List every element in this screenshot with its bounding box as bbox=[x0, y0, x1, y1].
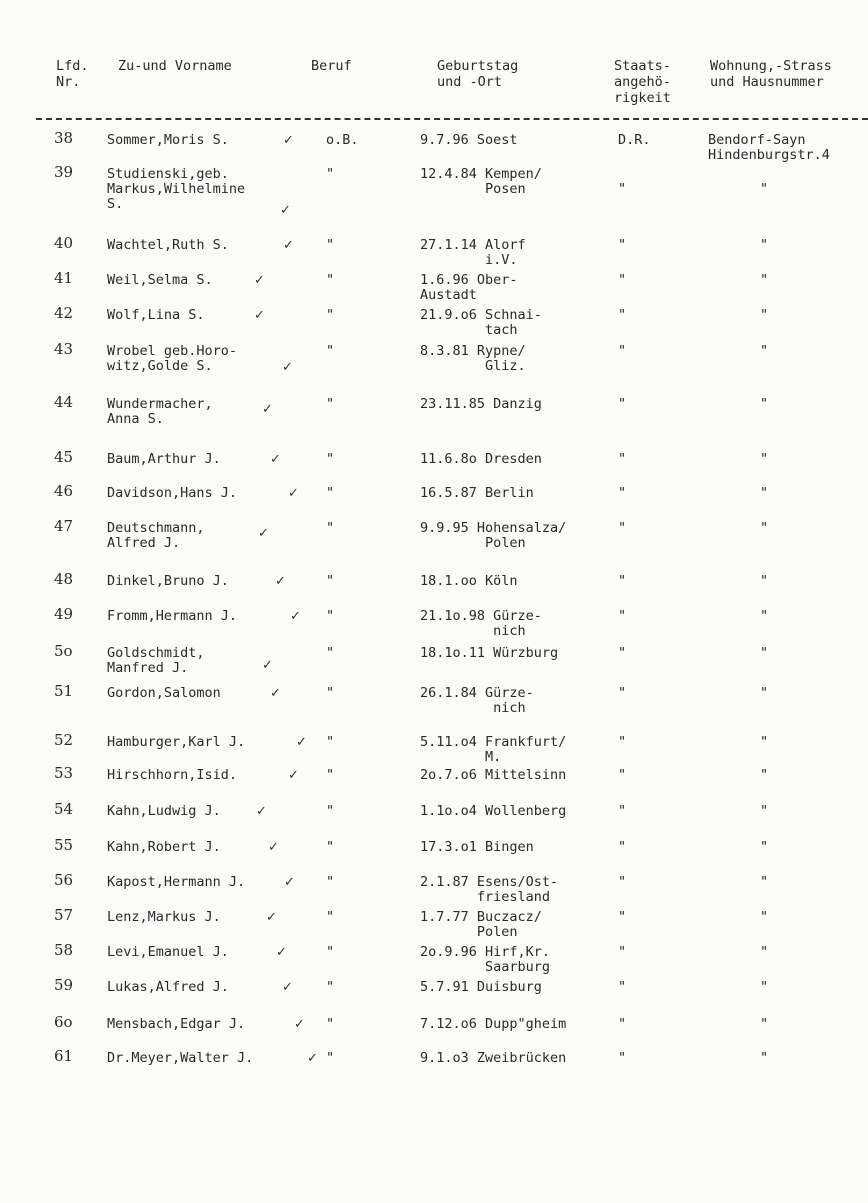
checkmark-icon: ✓ bbox=[258, 526, 269, 541]
nationality: " bbox=[618, 803, 627, 819]
row-number: 39 bbox=[54, 163, 74, 181]
occupation: " bbox=[326, 909, 335, 925]
occupation: " bbox=[326, 237, 335, 253]
nationality: " bbox=[618, 237, 627, 253]
row-number: 43 bbox=[54, 340, 74, 358]
address: " bbox=[760, 1016, 769, 1032]
row-number: 48 bbox=[54, 570, 74, 588]
person-name: Goldschmidt, Manfred J. bbox=[107, 645, 205, 676]
occupation: " bbox=[326, 608, 335, 624]
address: " bbox=[760, 307, 769, 323]
nationality: " bbox=[618, 307, 627, 323]
address: " bbox=[760, 608, 769, 624]
row-number: 5o bbox=[54, 642, 73, 660]
address: " bbox=[760, 645, 769, 661]
birth-date-place: 7.12.o6 Dupp"gheim bbox=[420, 1016, 567, 1032]
birth-date-place: 21.9.o6 Schnai- tach bbox=[420, 307, 542, 338]
nationality: " bbox=[618, 839, 627, 855]
birth-date-place: 1.6.96 Ober- Austadt bbox=[420, 272, 518, 303]
address: " bbox=[760, 573, 769, 589]
person-name: Gordon,Salomon bbox=[107, 685, 221, 701]
person-name: Fromm,Hermann J. bbox=[107, 608, 238, 624]
occupation: " bbox=[326, 767, 335, 783]
address: " bbox=[760, 181, 769, 197]
birth-date-place: 16.5.87 Berlin bbox=[420, 485, 534, 501]
birth-date-place: 9.1.o3 Zweibrücken bbox=[420, 1050, 567, 1066]
row-number: 61 bbox=[54, 1047, 74, 1065]
nationality: " bbox=[618, 685, 627, 701]
row-number: 6o bbox=[54, 1013, 73, 1031]
nationality: " bbox=[618, 451, 627, 467]
occupation: " bbox=[326, 839, 335, 855]
person-name: Wrobel geb.Horo- witz,Golde S. bbox=[107, 343, 238, 374]
nationality: " bbox=[618, 343, 627, 359]
row-number: 41 bbox=[54, 269, 74, 287]
row-number: 55 bbox=[54, 836, 74, 854]
header-name: Zu-und Vorname bbox=[118, 58, 232, 74]
occupation: o.B. bbox=[326, 132, 359, 148]
occupation: " bbox=[326, 645, 335, 661]
nationality: " bbox=[618, 520, 627, 536]
address: " bbox=[760, 237, 769, 253]
occupation: " bbox=[326, 1050, 335, 1066]
address: Bendorf-Sayn Hindenburgstr.4 bbox=[708, 132, 830, 163]
nationality: " bbox=[618, 1050, 627, 1066]
row-number: 44 bbox=[54, 393, 74, 411]
row-number: 49 bbox=[54, 605, 74, 623]
row-number: 51 bbox=[54, 682, 74, 700]
checkmark-icon: ✓ bbox=[280, 203, 291, 218]
checkmark-icon: ✓ bbox=[275, 574, 286, 589]
nationality: " bbox=[618, 734, 627, 750]
nationality: " bbox=[618, 1016, 627, 1032]
occupation: " bbox=[326, 979, 335, 995]
person-name: Wachtel,Ruth S. bbox=[107, 237, 229, 253]
birth-date-place: 2o.7.o6 Mittelsinn bbox=[420, 767, 567, 783]
checkmark-icon: ✓ bbox=[288, 768, 299, 783]
checkmark-icon: ✓ bbox=[276, 945, 287, 960]
occupation: " bbox=[326, 451, 335, 467]
checkmark-icon: ✓ bbox=[262, 402, 273, 417]
checkmark-icon: ✓ bbox=[268, 840, 279, 855]
birth-date-place: 8.3.81 Rypne/ Gliz. bbox=[420, 343, 526, 374]
address: " bbox=[760, 767, 769, 783]
birth-date-place: 9.9.95 Hohensalza/ Polen bbox=[420, 520, 567, 551]
nationality: " bbox=[618, 181, 627, 197]
row-number: 45 bbox=[54, 448, 74, 466]
checkmark-icon: ✓ bbox=[270, 452, 281, 467]
nationality: " bbox=[618, 396, 627, 412]
person-name: Hirschhorn,Isid. bbox=[107, 767, 238, 783]
header-separator bbox=[36, 118, 868, 120]
checkmark-icon: ✓ bbox=[290, 609, 301, 624]
header-lfd-nr: Lfd. Nr. bbox=[56, 58, 89, 90]
checkmark-icon: ✓ bbox=[288, 486, 299, 501]
nationality: " bbox=[618, 272, 627, 288]
checkmark-icon: ✓ bbox=[283, 133, 294, 148]
person-name: Levi,Emanuel J. bbox=[107, 944, 229, 960]
birth-date-place: 2.1.87 Esens/Ost- friesland bbox=[420, 874, 559, 905]
occupation: " bbox=[326, 734, 335, 750]
person-name: Kahn,Ludwig J. bbox=[107, 803, 221, 819]
occupation: " bbox=[326, 396, 335, 412]
row-number: 42 bbox=[54, 304, 74, 322]
birth-date-place: 5.7.91 Duisburg bbox=[420, 979, 542, 995]
person-name: Wolf,Lina S. bbox=[107, 307, 205, 323]
nationality: " bbox=[618, 909, 627, 925]
checkmark-icon: ✓ bbox=[256, 804, 267, 819]
checkmark-icon: ✓ bbox=[284, 875, 295, 890]
birth-date-place: 12.4.84 Kempen/ Posen bbox=[420, 166, 542, 197]
birth-date-place: 23.11.85 Danzig bbox=[420, 396, 542, 412]
occupation: " bbox=[326, 1016, 335, 1032]
address: " bbox=[760, 272, 769, 288]
row-number: 58 bbox=[54, 941, 74, 959]
row-number: 40 bbox=[54, 234, 74, 252]
occupation: " bbox=[326, 685, 335, 701]
person-name: Dr.Meyer,Walter J. bbox=[107, 1050, 254, 1066]
occupation: " bbox=[326, 520, 335, 536]
checkmark-icon: ✓ bbox=[254, 273, 265, 288]
checkmark-icon: ✓ bbox=[282, 980, 293, 995]
checkmark-icon: ✓ bbox=[270, 686, 281, 701]
checkmark-icon: ✓ bbox=[294, 1017, 305, 1032]
address: " bbox=[760, 944, 769, 960]
address: " bbox=[760, 874, 769, 890]
nationality: " bbox=[618, 979, 627, 995]
checkmark-icon: ✓ bbox=[266, 910, 277, 925]
birth-date-place: 27.1.14 Alorf i.V. bbox=[420, 237, 526, 268]
occupation: " bbox=[326, 944, 335, 960]
address: " bbox=[760, 485, 769, 501]
birth-date-place: 17.3.o1 Bingen bbox=[420, 839, 534, 855]
nationality: " bbox=[618, 767, 627, 783]
occupation: " bbox=[326, 573, 335, 589]
person-name: Lukas,Alfred J. bbox=[107, 979, 229, 995]
person-name: Weil,Selma S. bbox=[107, 272, 213, 288]
person-name: Kapost,Hermann J. bbox=[107, 874, 246, 890]
row-number: 46 bbox=[54, 482, 74, 500]
nationality: " bbox=[618, 645, 627, 661]
checkmark-icon: ✓ bbox=[307, 1051, 318, 1066]
person-name: Mensbach,Edgar J. bbox=[107, 1016, 246, 1032]
person-name: Studienski,geb. Markus,Wilhelmine S. bbox=[107, 166, 246, 212]
person-name: Dinkel,Bruno J. bbox=[107, 573, 229, 589]
address: " bbox=[760, 839, 769, 855]
birth-date-place: 18.1.oo Köln bbox=[420, 573, 518, 589]
address: " bbox=[760, 520, 769, 536]
person-name: Sommer,Moris S. bbox=[107, 132, 229, 148]
nationality: " bbox=[618, 874, 627, 890]
nationality: " bbox=[618, 944, 627, 960]
row-number: 52 bbox=[54, 731, 74, 749]
checkmark-icon: ✓ bbox=[262, 658, 273, 673]
nationality: " bbox=[618, 608, 627, 624]
nationality: " bbox=[618, 573, 627, 589]
address: " bbox=[760, 451, 769, 467]
occupation: " bbox=[326, 803, 335, 819]
birth-date-place: 1.7.77 Buczacz/ Polen bbox=[420, 909, 542, 940]
address: " bbox=[760, 685, 769, 701]
person-name: Kahn,Robert J. bbox=[107, 839, 221, 855]
birth-date-place: 2o.9.96 Hirf,Kr. Saarburg bbox=[420, 944, 551, 975]
address: " bbox=[760, 734, 769, 750]
birth-date-place: 26.1.84 Gürze- nich bbox=[420, 685, 534, 716]
person-name: Baum,Arthur J. bbox=[107, 451, 221, 467]
occupation: " bbox=[326, 874, 335, 890]
person-name: Deutschmann, Alfred J. bbox=[107, 520, 205, 551]
header-beruf: Beruf bbox=[311, 58, 352, 74]
birth-date-place: 21.1o.98 Gürze- nich bbox=[420, 608, 542, 639]
occupation: " bbox=[326, 272, 335, 288]
nationality: D.R. bbox=[618, 132, 651, 148]
address: " bbox=[760, 979, 769, 995]
row-number: 47 bbox=[54, 517, 74, 535]
checkmark-icon: ✓ bbox=[282, 360, 293, 375]
address: " bbox=[760, 1050, 769, 1066]
address: " bbox=[760, 343, 769, 359]
nationality: " bbox=[618, 485, 627, 501]
address: " bbox=[760, 803, 769, 819]
header-geburt: Geburtstag und -Ort bbox=[437, 58, 519, 90]
row-number: 38 bbox=[54, 129, 74, 147]
birth-date-place: 18.1o.11 Würzburg bbox=[420, 645, 559, 661]
row-number: 56 bbox=[54, 871, 74, 889]
occupation: " bbox=[326, 343, 335, 359]
address: " bbox=[760, 396, 769, 412]
checkmark-icon: ✓ bbox=[283, 238, 294, 253]
address: " bbox=[760, 909, 769, 925]
row-number: 57 bbox=[54, 906, 74, 924]
person-name: Davidson,Hans J. bbox=[107, 485, 238, 501]
row-number: 53 bbox=[54, 764, 74, 782]
checkmark-icon: ✓ bbox=[254, 308, 265, 323]
person-name: Wundermacher, Anna S. bbox=[107, 396, 213, 427]
person-name: Lenz,Markus J. bbox=[107, 909, 221, 925]
header-staat: Staats- angehö- rigkeit bbox=[614, 58, 671, 106]
birth-date-place: 5.11.o4 Frankfurt/ M. bbox=[420, 734, 567, 765]
checkmark-icon: ✓ bbox=[296, 735, 307, 750]
row-number: 54 bbox=[54, 800, 74, 818]
occupation: " bbox=[326, 307, 335, 323]
person-name: Hamburger,Karl J. bbox=[107, 734, 246, 750]
occupation: " bbox=[326, 166, 335, 182]
occupation: " bbox=[326, 485, 335, 501]
birth-date-place: 11.6.8o Dresden bbox=[420, 451, 542, 467]
header-wohnung: Wohnung,-Strass und Hausnummer bbox=[710, 58, 832, 90]
birth-date-place: 9.7.96 Soest bbox=[420, 132, 518, 148]
birth-date-place: 1.1o.o4 Wollenberg bbox=[420, 803, 567, 819]
row-number: 59 bbox=[54, 976, 74, 994]
